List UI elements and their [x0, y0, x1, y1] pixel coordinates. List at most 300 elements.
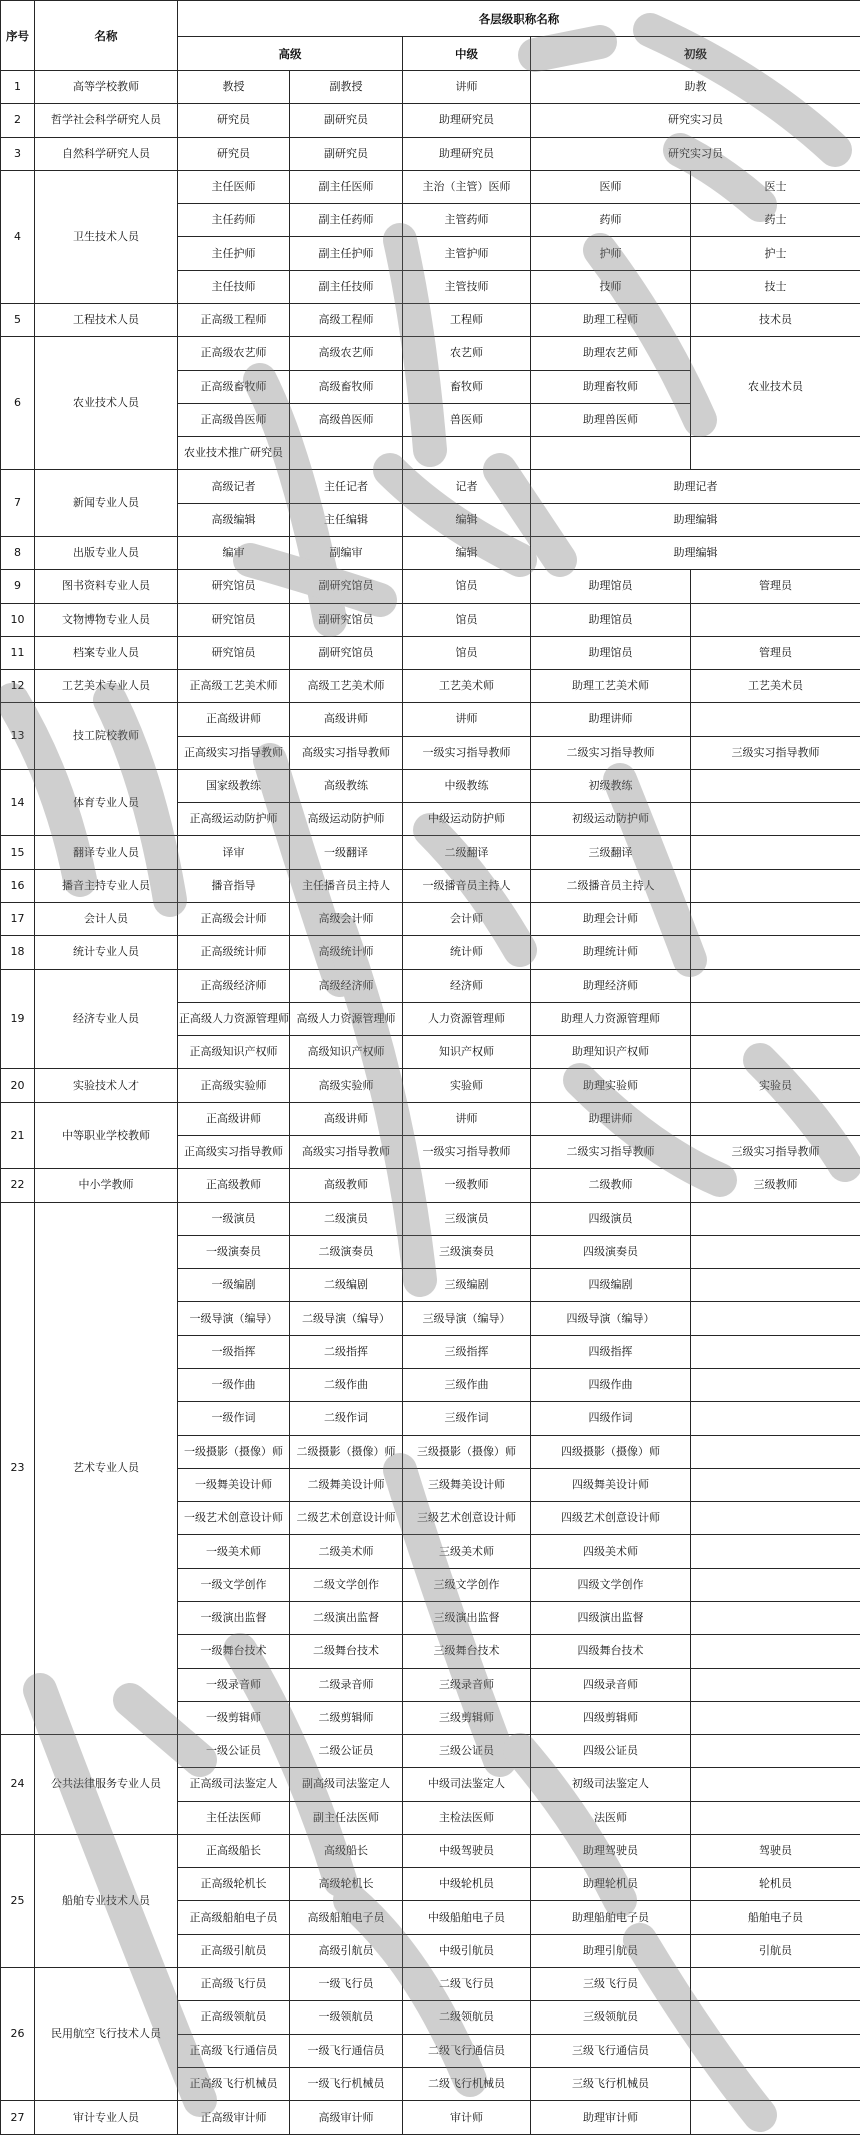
title-cell-senior-deputy: 二级编剧: [290, 1269, 403, 1302]
row-category-name: 文物博物专业人员: [35, 603, 178, 636]
title-cell-junior-staff: 实验员: [691, 1069, 860, 1102]
row-category-name: 会计人员: [35, 903, 178, 936]
title-cell-intermediate: 三级演奏员: [403, 1235, 531, 1268]
title-cell-junior-staff: 医士: [691, 170, 860, 203]
row-category-name: 播音主持专业人员: [35, 869, 178, 902]
title-cell-junior-assistant: 四级编剧: [531, 1269, 691, 1302]
title-cell-junior-assistant: 四级演员: [531, 1202, 691, 1235]
title-cell-senior-full: 正高级讲师: [178, 1102, 290, 1135]
title-cell-intermediate: 主管技师: [403, 270, 531, 303]
title-cell-senior-full: 正高级飞行机械员: [178, 2067, 290, 2100]
title-cell-intermediate: 记者: [403, 470, 531, 503]
column-header-senior: 高级: [178, 37, 403, 71]
title-cell-junior-assistant: 助理轮机员: [531, 1868, 691, 1901]
row-category-name: 体育专业人员: [35, 769, 178, 836]
row-category-name: 图书资料专业人员: [35, 570, 178, 603]
title-cell-intermediate: 三级指挥: [403, 1335, 531, 1368]
title-cell-junior-staff: [691, 1335, 860, 1368]
title-cell-junior-staff: [691, 1368, 860, 1401]
title-cell-junior-staff: [691, 1202, 860, 1235]
title-cell-intermediate: 农艺师: [403, 337, 531, 370]
title-cell-intermediate: 编辑: [403, 536, 531, 569]
title-cell-junior-assistant: 助理馆员: [531, 570, 691, 603]
title-cell-intermediate: 三级编剧: [403, 1269, 531, 1302]
title-cell-senior-deputy: 二级舞台技术: [290, 1635, 403, 1668]
title-cell-junior-assistant: 三级领航员: [531, 2001, 691, 2034]
title-cell-senior-full: 一级录音师: [178, 1668, 290, 1701]
row-number: 6: [1, 337, 35, 470]
title-cell-intermediate: 三级演员: [403, 1202, 531, 1235]
title-cell-junior-staff: [691, 1668, 860, 1701]
column-header-index: 序号: [1, 1, 35, 71]
row-number: 27: [1, 2101, 35, 2135]
row-number: 11: [1, 636, 35, 669]
table-row: [1, 104, 860, 137]
row-number: 14: [1, 769, 35, 836]
title-cell-junior-staff: 船舶电子员: [691, 1901, 860, 1934]
title-cell-junior-assistant: 四级演出监督: [531, 1601, 691, 1634]
title-cell-intermediate: 三级摄影（摄像）师: [403, 1435, 531, 1468]
title-cell-intermediate: 主管药师: [403, 204, 531, 237]
table-header: [1, 1, 860, 71]
title-cell-intermediate: 中级司法鉴定人: [403, 1768, 531, 1801]
title-cell-senior-full: 正高级领航员: [178, 2001, 290, 2034]
row-number: 13: [1, 703, 35, 770]
title-cell-intermediate: 一级实习指导教师: [403, 1136, 531, 1169]
title-cell-senior-deputy: 副研究员: [290, 104, 403, 137]
title-cell-intermediate: 经济师: [403, 969, 531, 1002]
title-cell-junior-staff: [691, 1635, 860, 1668]
title-cell-intermediate: 三级公证员: [403, 1735, 531, 1768]
title-cell-senior-deputy: [290, 437, 403, 470]
table-row: [1, 536, 860, 569]
title-cell-junior-staff: [691, 2101, 860, 2135]
title-cell-senior-full: 播音指导: [178, 869, 290, 902]
title-cell-senior-deputy: 二级指挥: [290, 1335, 403, 1368]
row-category-name: 技工院校教师: [35, 703, 178, 770]
title-cell-junior-staff: 技术员: [691, 303, 860, 336]
title-cell-junior-assistant: 技师: [531, 270, 691, 303]
title-cell-junior-staff: [691, 1701, 860, 1734]
row-number: 10: [1, 603, 35, 636]
title-cell-junior-assistant: 助理统计师: [531, 936, 691, 969]
title-cell-junior-assistant: 四级指挥: [531, 1335, 691, 1368]
title-cell-senior-full: 研究馆员: [178, 636, 290, 669]
title-cell-junior-staff: [691, 1768, 860, 1801]
title-cell-intermediate: 三级美术师: [403, 1535, 531, 1568]
title-cell-junior-assistant: 四级录音师: [531, 1668, 691, 1701]
title-cell-senior-full: 正高级工程师: [178, 303, 290, 336]
title-cell-junior-assistant: 助理编辑: [531, 503, 860, 536]
title-cell-senior-deputy: 二级艺术创意设计师: [290, 1502, 403, 1535]
table-row: [1, 769, 860, 802]
title-cell-intermediate: 知识产权师: [403, 1036, 531, 1069]
title-cell-senior-deputy: 高级实习指导教师: [290, 1136, 403, 1169]
row-category-name: 艺术专业人员: [35, 1202, 178, 1735]
title-cell-intermediate: 二级翻译: [403, 836, 531, 869]
title-cell-junior-assistant: 四级美术师: [531, 1535, 691, 1568]
title-cell-intermediate: 实验师: [403, 1069, 531, 1102]
title-cell-senior-full: 正高级飞行通信员: [178, 2034, 290, 2067]
title-cell-senior-deputy: 副主任技师: [290, 270, 403, 303]
title-cell-junior-assistant: 助理驾驶员: [531, 1834, 691, 1867]
title-cell-senior-deputy: 副主任医师: [290, 170, 403, 203]
table-row: [1, 703, 860, 736]
title-cell-senior-full: 一级演奏员: [178, 1235, 290, 1268]
title-cell-senior-deputy: 高级农艺师: [290, 337, 403, 370]
title-cell-senior-deputy: 二级演出监督: [290, 1601, 403, 1634]
title-cell-intermediate: 中级船舶电子员: [403, 1901, 531, 1934]
title-cell-senior-deputy: 二级录音师: [290, 1668, 403, 1701]
title-cell-senior-deputy: 高级经济师: [290, 969, 403, 1002]
title-cell-junior-assistant: 助理经济师: [531, 969, 691, 1002]
title-cell-senior-deputy: 副编审: [290, 536, 403, 569]
row-number: 17: [1, 903, 35, 936]
title-cell-junior-staff: [691, 1968, 860, 2001]
title-cell-senior-full: 正高级运动防护师: [178, 803, 290, 836]
title-cell-senior-deputy: 高级船舶电子员: [290, 1901, 403, 1934]
table-row: [1, 1169, 860, 1202]
title-cell-senior-deputy: 高级统计师: [290, 936, 403, 969]
title-cell-intermediate: [403, 437, 531, 470]
title-cell-junior-assistant: 四级剪辑师: [531, 1701, 691, 1734]
row-number: 21: [1, 1102, 35, 1169]
title-cell-senior-deputy: 二级文学创作: [290, 1568, 403, 1601]
title-cell-senior-deputy: 高级教练: [290, 769, 403, 802]
title-cell-junior-staff: 药士: [691, 204, 860, 237]
title-cell-senior-deputy: 高级教师: [290, 1169, 403, 1202]
row-category-name: 中小学教师: [35, 1169, 178, 1202]
title-cell-intermediate: 三级舞美设计师: [403, 1468, 531, 1501]
row-category-name: 哲学社会科学研究人员: [35, 104, 178, 137]
table-row: [1, 1202, 860, 1235]
title-cell-senior-full: 正高级畜牧师: [178, 370, 290, 403]
title-cell-intermediate: 三级艺术创意设计师: [403, 1502, 531, 1535]
title-cell-senior-full: 一级美术师: [178, 1535, 290, 1568]
title-cell-intermediate: 助理研究员: [403, 104, 531, 137]
table-row: [1, 903, 860, 936]
title-cell-intermediate: 工艺美术师: [403, 670, 531, 703]
title-cell-intermediate: 统计师: [403, 936, 531, 969]
table-row: [1, 603, 860, 636]
title-cell-senior-deputy: 副主任法医师: [290, 1801, 403, 1834]
column-header-junior: 初级: [531, 37, 860, 71]
title-cell-junior-staff: [691, 1601, 860, 1634]
title-cell-senior-full: 正高级知识产权师: [178, 1036, 290, 1069]
title-cell-junior-staff: [691, 2034, 860, 2067]
title-cell-senior-full: 一级摄影（摄像）师: [178, 1435, 290, 1468]
title-cell-senior-full: 正高级审计师: [178, 2101, 290, 2135]
title-cell-senior-deputy: 二级作曲: [290, 1368, 403, 1401]
title-cell-senior-deputy: 高级讲师: [290, 1102, 403, 1135]
title-cell-junior-assistant: 法医师: [531, 1801, 691, 1834]
title-cell-intermediate: 会计师: [403, 903, 531, 936]
title-cell-intermediate: 讲师: [403, 1102, 531, 1135]
title-cell-senior-full: 正高级工艺美术师: [178, 670, 290, 703]
title-cell-junior-assistant: 四级导演（编导）: [531, 1302, 691, 1335]
title-cell-senior-full: 正高级船舶电子员: [178, 1901, 290, 1934]
table-row: [1, 1735, 860, 1768]
title-cell-senior-deputy: 高级轮机长: [290, 1868, 403, 1901]
title-cell-senior-deputy: 高级运动防护师: [290, 803, 403, 836]
title-cell-intermediate: 讲师: [403, 703, 531, 736]
title-cell-junior-staff: [691, 836, 860, 869]
title-cell-senior-full: 国家级教练: [178, 769, 290, 802]
title-cell-junior-assistant: 助理工程师: [531, 303, 691, 336]
title-cell-junior-assistant: 助理引航员: [531, 1934, 691, 1967]
title-cell-junior-assistant: 药师: [531, 204, 691, 237]
row-category-name: 民用航空飞行技术人员: [35, 1968, 178, 2101]
title-cell-intermediate: 三级录音师: [403, 1668, 531, 1701]
title-cell-junior-assistant: 四级作曲: [531, 1368, 691, 1401]
title-cell-senior-deputy: 副研究员: [290, 137, 403, 170]
title-cell-junior-staff: [691, 1002, 860, 1035]
title-cell-junior-staff: [691, 703, 860, 736]
title-cell-senior-deputy: 副高级司法鉴定人: [290, 1768, 403, 1801]
title-cell-junior-staff: [691, 603, 860, 636]
title-cell-junior-staff: 管理员: [691, 570, 860, 603]
row-number: 24: [1, 1735, 35, 1835]
title-cell-senior-full: 一级舞台技术: [178, 1635, 290, 1668]
title-cell-senior-deputy: 二级摄影（摄像）师: [290, 1435, 403, 1468]
title-cell-senior-full: 正高级实验师: [178, 1069, 290, 1102]
row-number: 7: [1, 470, 35, 537]
title-cell-senior-deputy: 二级演员: [290, 1202, 403, 1235]
title-cell-senior-deputy: 高级会计师: [290, 903, 403, 936]
title-cell-senior-full: 一级舞美设计师: [178, 1468, 290, 1501]
title-cell-junior-assistant: 三级飞行员: [531, 1968, 691, 2001]
row-category-name: 出版专业人员: [35, 536, 178, 569]
title-cell-senior-deputy: 主任编辑: [290, 503, 403, 536]
title-cell-junior-assistant: 四级文学创作: [531, 1568, 691, 1601]
title-cell-junior-staff: [691, 969, 860, 1002]
title-cell-junior-staff: [691, 803, 860, 836]
table-row: [1, 636, 860, 669]
row-category-name: 经济专业人员: [35, 969, 178, 1069]
title-cell-intermediate: 二级领航员: [403, 2001, 531, 2034]
title-cell-intermediate: 畜牧师: [403, 370, 531, 403]
title-cell-junior-staff: [691, 769, 860, 802]
title-cell-junior-assistant: 助理馆员: [531, 603, 691, 636]
title-cell-senior-full: 一级演员: [178, 1202, 290, 1235]
title-cell-senior-deputy: 二级舞美设计师: [290, 1468, 403, 1501]
table-row: [1, 936, 860, 969]
title-cell-junior-staff: [691, 1036, 860, 1069]
title-cell-senior-full: 一级导演（编导）: [178, 1302, 290, 1335]
title-cell-senior-full: 正高级统计师: [178, 936, 290, 969]
table-row: [1, 137, 860, 170]
title-cell-senior-deputy: 一级领航员: [290, 2001, 403, 2034]
title-cell-senior-deputy: 一级飞行通信员: [290, 2034, 403, 2067]
title-cell-senior-deputy: 二级作词: [290, 1402, 403, 1435]
title-cell-senior-full: 一级指挥: [178, 1335, 290, 1368]
row-category-name: 统计专业人员: [35, 936, 178, 969]
title-cell-senior-deputy: 二级剪辑师: [290, 1701, 403, 1734]
title-cell-intermediate: 馆员: [403, 603, 531, 636]
title-cell-junior-assistant: 四级舞台技术: [531, 1635, 691, 1668]
title-cell-junior-assistant: 四级艺术创意设计师: [531, 1502, 691, 1535]
title-cell-junior-assistant: 助理知识产权师: [531, 1036, 691, 1069]
title-cell-intermediate: 中级驾驶员: [403, 1834, 531, 1867]
table-row: [1, 836, 860, 869]
title-cell-junior-assistant: 二级播音员主持人: [531, 869, 691, 902]
title-cell-junior-assistant: 助理会计师: [531, 903, 691, 936]
row-category-name: 农业技术人员: [35, 337, 178, 470]
title-cell-senior-full: 一级作词: [178, 1402, 290, 1435]
title-cell-senior-full: 一级作曲: [178, 1368, 290, 1401]
row-number: 2: [1, 104, 35, 137]
title-cell-senior-deputy: 副主任药师: [290, 204, 403, 237]
title-cell-senior-deputy: 一级翻译: [290, 836, 403, 869]
title-cell-intermediate: 三级作曲: [403, 1368, 531, 1401]
title-cell-junior-assistant: 助理人力资源管理师: [531, 1002, 691, 1035]
title-cell-junior-staff: [691, 1302, 860, 1335]
title-cell-junior-staff: 农业技术员: [691, 337, 860, 437]
title-cell-senior-full: 正高级飞行员: [178, 1968, 290, 2001]
title-cell-senior-full: 主任护师: [178, 237, 290, 270]
title-cell-senior-deputy: 高级讲师: [290, 703, 403, 736]
title-cell-senior-full: 正高级经济师: [178, 969, 290, 1002]
title-cell-junior-assistant: 助教: [531, 71, 860, 104]
title-cell-junior-assistant: 四级作词: [531, 1402, 691, 1435]
title-cell-junior-assistant: 助理编辑: [531, 536, 860, 569]
row-number: 1: [1, 71, 35, 104]
title-cell-senior-deputy: 高级审计师: [290, 2101, 403, 2135]
title-cell-intermediate: 一级教师: [403, 1169, 531, 1202]
title-cell-senior-deputy: 副主任护师: [290, 237, 403, 270]
title-cell-senior-full: 高级编辑: [178, 503, 290, 536]
table-body: [1, 71, 860, 2135]
title-cell-senior-full: 主任药师: [178, 204, 290, 237]
title-cell-intermediate: 中级教练: [403, 769, 531, 802]
row-category-name: 卫生技术人员: [35, 170, 178, 303]
title-cell-junior-assistant: 二级实习指导教师: [531, 1136, 691, 1169]
title-cell-senior-deputy: 一级飞行员: [290, 1968, 403, 2001]
title-cell-junior-assistant: 初级运动防护师: [531, 803, 691, 836]
title-cell-junior-assistant: 四级舞美设计师: [531, 1468, 691, 1501]
title-cell-junior-staff: 技士: [691, 270, 860, 303]
row-category-name: 实验技术人才: [35, 1069, 178, 1102]
title-cell-junior-assistant: 四级公证员: [531, 1735, 691, 1768]
title-cell-senior-deputy: 高级实习指导教师: [290, 736, 403, 769]
title-cell-intermediate: 审计师: [403, 2101, 531, 2135]
title-cell-junior-assistant: 助理讲师: [531, 703, 691, 736]
title-cell-junior-assistant: 助理实验师: [531, 1069, 691, 1102]
title-cell-senior-deputy: 副教授: [290, 71, 403, 104]
title-cell-junior-staff: [691, 1535, 860, 1568]
title-cell-junior-assistant: 四级摄影（摄像）师: [531, 1435, 691, 1468]
title-cell-senior-deputy: 高级工程师: [290, 303, 403, 336]
title-cell-senior-full: 研究员: [178, 137, 290, 170]
row-category-name: 自然科学研究人员: [35, 137, 178, 170]
title-cell-intermediate: 主检法医师: [403, 1801, 531, 1834]
row-category-name: 船舶专业技术人员: [35, 1834, 178, 1967]
title-cell-senior-full: 正高级船长: [178, 1834, 290, 1867]
title-cell-intermediate: 二级飞行机械员: [403, 2067, 531, 2100]
row-category-name: 审计专业人员: [35, 2101, 178, 2135]
table-row: [1, 670, 860, 703]
row-number: 26: [1, 1968, 35, 2101]
row-number: 18: [1, 936, 35, 969]
title-cell-senior-deputy: 高级人力资源管理师: [290, 1002, 403, 1035]
title-cell-senior-full: 农业技术推广研究员: [178, 437, 290, 470]
title-cell-junior-staff: 驾驶员: [691, 1834, 860, 1867]
title-cell-intermediate: 中级运动防护师: [403, 803, 531, 836]
title-cell-senior-deputy: 主任播音员主持人: [290, 869, 403, 902]
row-category-name: 翻译专业人员: [35, 836, 178, 869]
title-cell-junior-staff: 护士: [691, 237, 860, 270]
title-cell-junior-staff: 轮机员: [691, 1868, 860, 1901]
title-cell-senior-full: 一级公证员: [178, 1735, 290, 1768]
title-cell-senior-full: 正高级引航员: [178, 1934, 290, 1967]
title-cell-intermediate: 助理研究员: [403, 137, 531, 170]
title-cell-intermediate: 三级演出监督: [403, 1601, 531, 1634]
title-cell-senior-deputy: 主任记者: [290, 470, 403, 503]
title-cell-intermediate: 一级播音员主持人: [403, 869, 531, 902]
title-cell-senior-deputy: 一级飞行机械员: [290, 2067, 403, 2100]
title-cell-junior-staff: [691, 1468, 860, 1501]
title-cell-senior-full: 正高级轮机长: [178, 1868, 290, 1901]
title-cell-junior-staff: 三级实习指导教师: [691, 736, 860, 769]
title-cell-junior-staff: [691, 1102, 860, 1135]
row-category-name: 公共法律服务专业人员: [35, 1735, 178, 1835]
table-row: [1, 170, 860, 203]
title-cell-senior-deputy: 高级船长: [290, 1834, 403, 1867]
title-cell-intermediate: 二级飞行员: [403, 1968, 531, 2001]
column-header-title-levels: 各层级职称名称: [178, 1, 860, 37]
row-number: 3: [1, 137, 35, 170]
title-cell-intermediate: 中级轮机员: [403, 1868, 531, 1901]
table-row: [1, 337, 860, 370]
title-cell-senior-deputy: 高级知识产权师: [290, 1036, 403, 1069]
title-cell-intermediate: 三级剪辑师: [403, 1701, 531, 1734]
title-cell-intermediate: 人力资源管理师: [403, 1002, 531, 1035]
title-cell-senior-full: 正高级农艺师: [178, 337, 290, 370]
title-cell-senior-full: 正高级司法鉴定人: [178, 1768, 290, 1801]
title-cell-junior-assistant: 二级教师: [531, 1169, 691, 1202]
title-cell-senior-full: 正高级兽医师: [178, 403, 290, 436]
title-cell-senior-deputy: 二级演奏员: [290, 1235, 403, 1268]
title-cell-senior-full: 正高级实习指导教师: [178, 736, 290, 769]
title-cell-senior-deputy: 高级引航员: [290, 1934, 403, 1967]
title-cell-junior-assistant: 助理记者: [531, 470, 860, 503]
title-cell-junior-staff: 引航员: [691, 1934, 860, 1967]
title-cell-senior-full: 教授: [178, 71, 290, 104]
title-cell-senior-full: 一级剪辑师: [178, 1701, 290, 1734]
table-row: [1, 969, 860, 1002]
table-row: [1, 470, 860, 503]
title-cell-junior-staff: [691, 1502, 860, 1535]
title-cell-junior-staff: 三级实习指导教师: [691, 1136, 860, 1169]
row-category-name: 中等职业学校教师: [35, 1102, 178, 1169]
title-cell-senior-full: 译审: [178, 836, 290, 869]
row-category-name: 档案专业人员: [35, 636, 178, 669]
title-cell-junior-assistant: 初级教练: [531, 769, 691, 802]
title-cell-junior-assistant: 医师: [531, 170, 691, 203]
title-cell-intermediate: 馆员: [403, 570, 531, 603]
title-cell-senior-full: 一级文学创作: [178, 1568, 290, 1601]
row-number: 15: [1, 836, 35, 869]
title-cell-senior-full: 主任法医师: [178, 1801, 290, 1834]
title-cell-junior-staff: [691, 2067, 860, 2100]
row-category-name: 新闻专业人员: [35, 470, 178, 537]
title-cell-senior-deputy: 高级工艺美术师: [290, 670, 403, 703]
row-number: 4: [1, 170, 35, 303]
table-row: [1, 1834, 860, 1867]
title-cell-intermediate: 三级舞台技术: [403, 1635, 531, 1668]
row-number: 19: [1, 969, 35, 1069]
title-cell-senior-full: 正高级讲师: [178, 703, 290, 736]
